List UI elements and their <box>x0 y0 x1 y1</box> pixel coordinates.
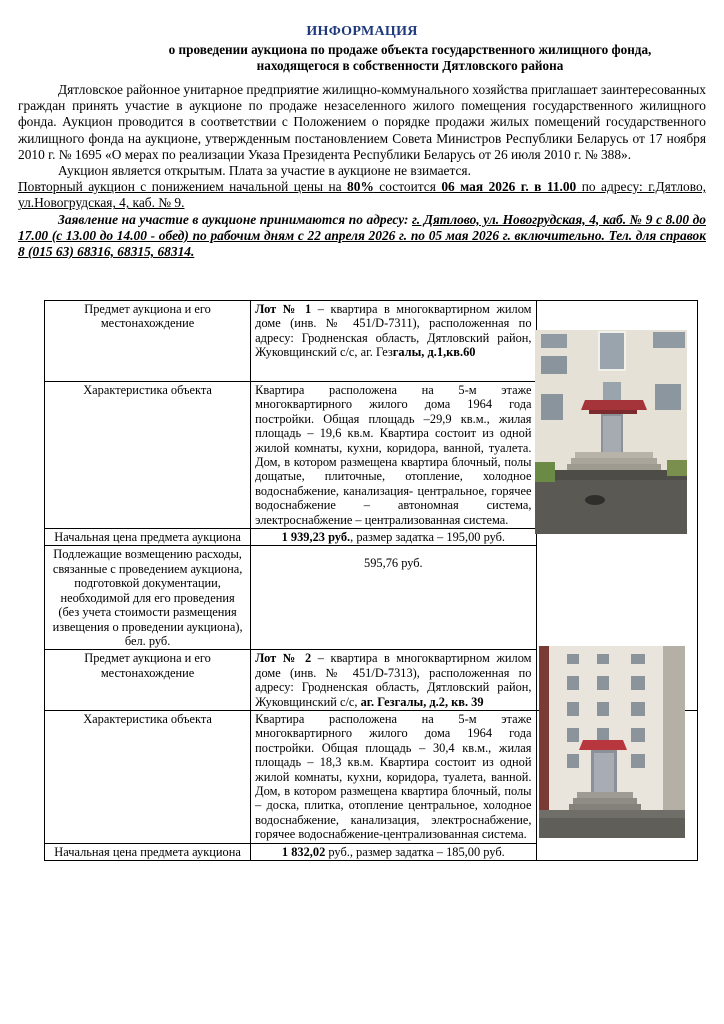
lot2-subject-label: Предмет аукциона и его местонахождение <box>45 650 251 711</box>
lot1-price-label: Начальная цена предмета аукциона <box>45 529 251 546</box>
lot2-characteristic-row <box>45 710 698 843</box>
lot1-expenses-value: 595,76 руб. <box>251 546 536 650</box>
lot1-subject-row <box>45 301 698 382</box>
subtitle-line-1: о проведении аукциона по продаже объекта государственного жилищного фонда, <box>168 42 652 57</box>
intro-paragraph: Дятловское районное унитарное предприятие жилищно-коммунального хозяйства приглашает заинтересованных граждан принять участие в аукционе по продаже незаселенного жилого помещения государственного жилищного фонда. Аукцион проводится в соответствии с Положением о порядке продажи жилых помещений государственного жилищного фонда на аукционе, утвержденным постановлением Совета Министров Республики Беларусь от 17 ноября 2010 г. № 1695 «О мерах по реализации Указа Президента Республики Беларусь от 26 июля 2010 г. № 388». <box>18 82 706 162</box>
lot2-characteristic-label: Характеристика объекта <box>45 710 251 843</box>
lot1-subject-label: Предмет аукциона и его местонахождение <box>45 301 251 382</box>
lot1-subject-text: – квартира в многоквартирном жилом доме (инв. № 451/D-7311), расположенная по адресу: Гродненская область, Дятловский район, Жуковщинский с/с, аг. Гез <box>255 302 532 360</box>
repeat-auction-note <box>18 179 706 211</box>
subtitle-line-2: находящегося в собственности Дятловского района <box>256 58 564 73</box>
lot1-number: Лот № 1 <box>255 302 312 316</box>
lot2-number: Лот № 2 <box>255 651 312 666</box>
application-text: Заявление на участие в аукционе принимаются по адресу: <box>58 211 413 227</box>
lot1-deposit: , размер задатка – 195,00 руб. <box>350 530 506 545</box>
lot1-price: 1 939,23 руб. <box>281 530 351 545</box>
repeat-text-1: Повторный аукцион с понижением начальной цены на <box>18 179 348 195</box>
lot2-subject-value <box>251 650 536 711</box>
lot1-building-photo <box>535 330 687 534</box>
lot2-price-label: Начальная цена предмета аукциона <box>45 843 251 860</box>
lots-table <box>44 300 698 861</box>
repeat-date: 06 мая 2026 г. в 11.00 <box>441 179 577 195</box>
lot1-characteristic-value: Квартира расположена на 5-м этаже многоквартирного жилого дома 1964 года постройки. Общая площадь –29,9 кв.м., жилая площадь – 19,6 кв.м. Квартира состоит из одной жилой комнаты, кухни, коридора, ванной, туалета. Дом, в котором размещена квартира блочный, полы дощатые, плиточные, отопление, холодное водоснабжение, канализация- центральное, горячее водоснабжение – автономная система, электроснабжение – централизованная система. <box>251 382 536 529</box>
lot2-price-value <box>251 843 536 860</box>
application-phones: Тел. для справок 8 (015 63) 68316, 68315, 68314. <box>18 227 706 260</box>
lot1-subject-address: галы, д.1,кв.60 <box>392 345 476 360</box>
document-title: ИНФОРМАЦИЯ <box>306 24 418 39</box>
open-auction-note: Аукцион является открытым. Плата за участие в аукционе не взимается. <box>58 163 471 179</box>
lot2-characteristic-value: Квартира расположена на 5-м этаже многоквартирного жилого дома 1964 года постройки. Общая площадь – 30,4 кв.м., жилая площадь – 18,3 кв.м. Квартира состоит из одной жилой комнаты, кухни, коридора, туалета, ванной. Дом, в котором размещена квартира блочный, полы – доска, плитка, отопление центральное, холодное водоснабжение, канализация, электроснабжение, горячее водоснабжение-централизованная система. <box>251 710 536 843</box>
lot2-subject-text: – квартира в многоквартирном жилом доме (инв. № 451/D-7313), расположенная по адресу: Гродненская область, Дятловский район, Жуковщинский с/с, <box>255 651 532 709</box>
lot1-price-value <box>251 529 536 546</box>
document-subtitle <box>110 42 710 74</box>
lot1-subject-value <box>251 301 536 382</box>
application-note <box>18 212 706 261</box>
lot2-subject-address: аг. Гезгалы, д.2, кв. 39 <box>360 694 484 709</box>
lot2-price: 1 832,02 <box>281 844 326 859</box>
intro-block <box>18 82 706 260</box>
lot2-deposit: руб., размер задатка – 185,00 руб. <box>325 844 505 859</box>
lot1-characteristic-label: Характеристика объекта <box>45 382 251 529</box>
repeat-text-3: по адресу: г.Дятлово, ул.Новогрудская, 4, каб. № 9. <box>18 179 706 211</box>
lot2-building-photo <box>539 646 685 838</box>
lot1-expenses-label: Подлежащие возмещению расходы, связанные с проведением аукциона, подготовкой документации, необходимой для его проведения (без учета стоимости размещения извещения о проведении аукциона), бел. руб. <box>45 546 251 650</box>
application-address: г. Дятлово, ул. Новогрудская, 4, каб. № 9 с 8.00 до 17.00 (с 13.00 до 14.00 - обед) по рабочим дням с 22 апреля 2026 г. по 05 мая 2026 г. включительно. <box>18 211 706 243</box>
repeat-percent: 80% <box>347 179 374 195</box>
repeat-text-2: состоится <box>373 179 442 195</box>
lot2-photo-cell <box>536 710 697 860</box>
